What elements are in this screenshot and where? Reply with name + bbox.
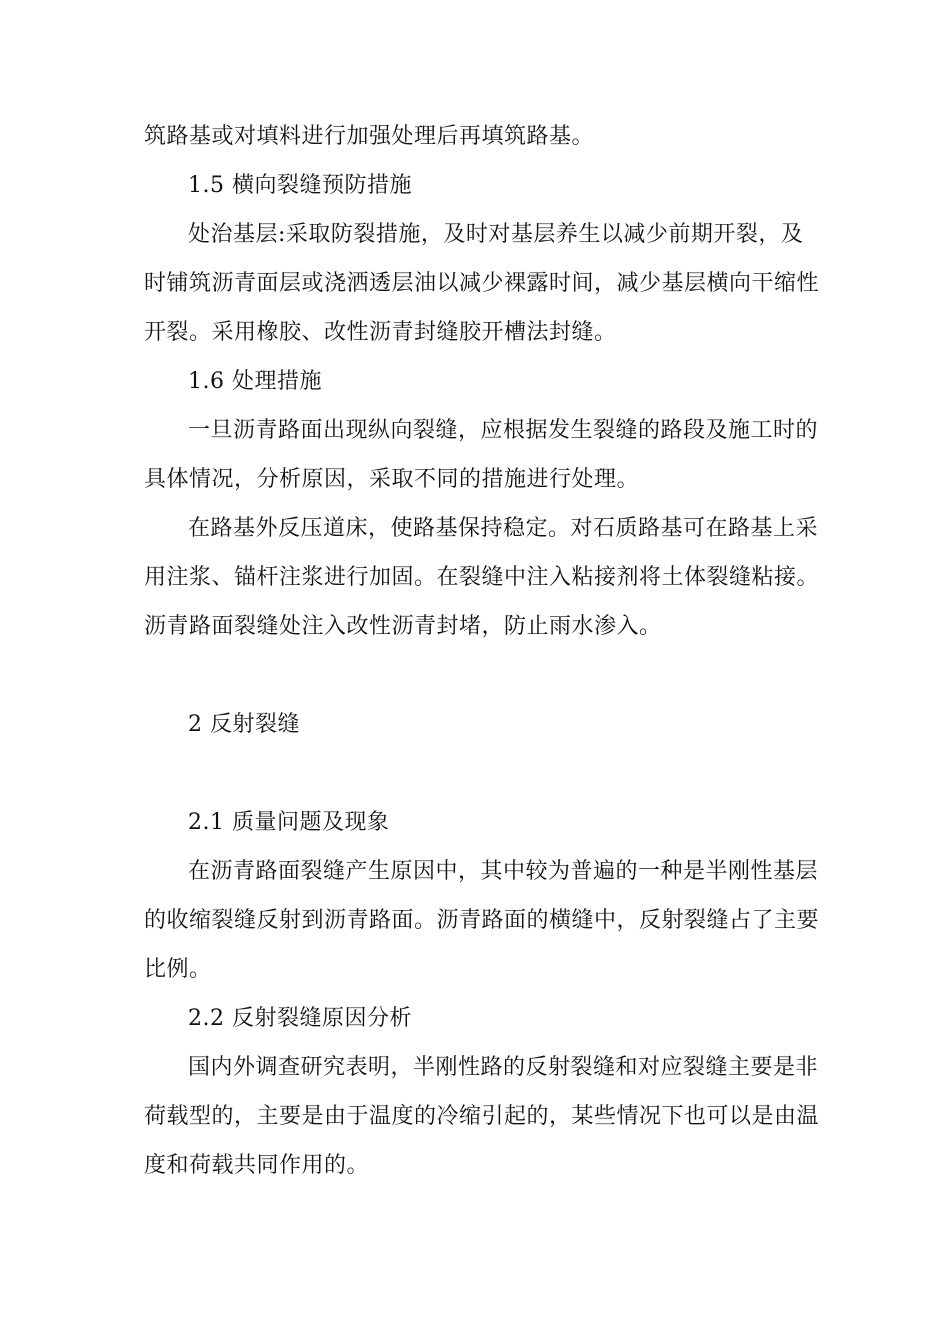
section-heading-1-6: 1.6 处理措施 <box>188 369 322 394</box>
paragraph-line: 荷载型的，主要是由于温度的冷缩引起的，某些情况下也可以是由温 <box>144 1104 820 1129</box>
paragraph-line: 开裂。采用橡胶、改性沥青封缝胶开槽法封缝。 <box>144 320 617 345</box>
paragraph-line: 在沥青路面裂缝产生原因中，其中较为普遍的一种是半刚性基层 <box>188 859 819 884</box>
paragraph-line: 的收缩裂缝反射到沥青路面。沥青路面的横缝中，反射裂缝占了主要 <box>144 908 820 933</box>
paragraph-line: 一旦沥青路面出现纵向裂缝，应根据发生裂缝的路段及施工时的 <box>188 418 819 443</box>
paragraph-line: 具体情况，分析原因，采取不同的措施进行处理。 <box>144 467 640 492</box>
blank-line <box>144 749 808 798</box>
paragraph-line: 沥青路面裂缝处注入改性沥青封堵，防止雨水渗入。 <box>144 614 662 639</box>
section-heading-2-1: 2.1 质量问题及现象 <box>188 810 390 835</box>
paragraph-line: 比例。 <box>144 957 212 982</box>
paragraph-line: 处治基层:采取防裂措施，及时对基层养生以减少前期开裂，及 <box>188 222 804 247</box>
paragraph-line: 筑路基或对填料进行加强处理后再填筑路基。 <box>144 124 595 149</box>
paragraph-line: 用注浆、锚杆注浆进行加固。在裂缝中注入粘接剂将土体裂缝粘接。 <box>144 565 820 590</box>
paragraph-line: 时铺筑沥青面层或浇洒透层油以减少裸露时间，减少基层横向干缩性 <box>144 271 820 296</box>
chapter-heading-2: 2 反射裂缝 <box>188 712 300 737</box>
paragraph-line: 国内外调查研究表明，半刚性路的反射裂缝和对应裂缝主要是非 <box>188 1055 819 1080</box>
section-heading-1-5: 1.5 横向裂缝预防措施 <box>188 173 412 198</box>
paragraph-line: 度和荷载共同作用的。 <box>144 1153 370 1178</box>
blank-line <box>144 651 808 700</box>
document-body <box>144 112 820 1190</box>
paragraph-line: 在路基外反压道床，使路基保持稳定。对石质路基可在路基上采 <box>188 516 819 541</box>
section-heading-2-2: 2.2 反射裂缝原因分析 <box>188 1006 412 1031</box>
